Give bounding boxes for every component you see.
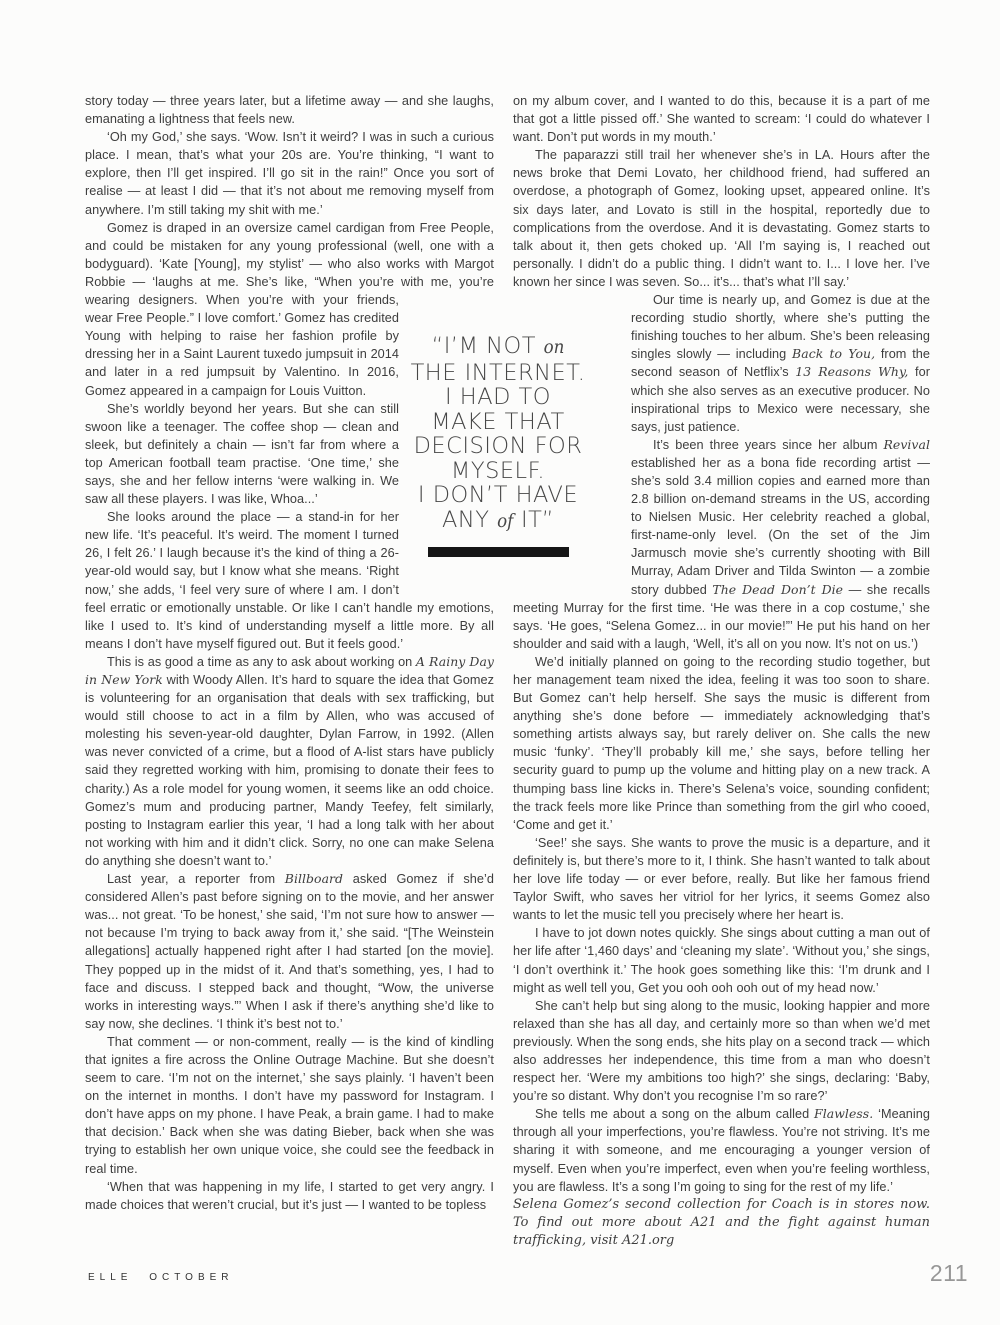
article-paragraph: Gomez is draped in an oversize camel cardigan from Free People, and could be mistaken for any young professional (well, one with a bodyguard). ‘Kate [Young], my stylist’ — who also works with Margot Robbie — ‘laughs at me. She’s like, “When you’re with me, you’re wearing designers. When you’re with your friends, wear Free People.” I love comfort.’ Gomez has credited Young with helping to raise her fashion profile by dressing her in a Saint Laurent tuxedo jumpsuit in 2014 and later in a red jumpsuit by Valentino. In 2016, Gomez appeared in a campaign for Louis Vuitton. [85, 219, 494, 400]
pull-quote-line: “I’M NOT on [431, 333, 565, 359]
article-paragraph: We’d initially planned on going to the recording studio together, but her management team nixed the idea, feeling it was too soon to share. But Gomez can’t help herself. She says the music is different from anything she’s done before — immediately acknowledging that’s something artists always say, but rarely deliver on. She calls the new music ‘funky’. ‘They’ll probably kill me,’ she says, before telling her security guard to pump up the volume and hitting play on a new track. A thumping bass line kicks in. There’s Selena’s voice, sounding confident; the track feels more like Prince than something from the girl who cooed, ‘Come and get it.’ [513, 654, 930, 832]
article-paragraph: The paparazzi still trail her whenever she’s in LA. Hours after the news broke that Demi Lovato, her childhood friend, had suffered an overdose, a photograph of Gomez, looking upset, appeared online. It’s six days later, and Lovato is still in the hospital, reportedly due to complications from the overdose. And it is devastating. Gomez starts to talk about it, then gets choked up. ‘All I’m saying is, I reached out personally. I didn’t do a public thing. I didn’t want to. I... I love her. I’ve known her since I was seven. So... it’s... that’s what I’ll say.’ [513, 148, 930, 289]
article-paragraph: She can’t help but sing along to the music, looking happier and more relaxed than she has all day, and certainly more so than when we’d met previously. When the song ends, she hits play on a second track — which also addresses her independence, this time from a man who doesn’t respect her. ‘Were my ambitions too high?’ she sings, declaring: ‘Baby, you’re so distant. Why don’t you recognise I’m so rare?’ [513, 998, 930, 1104]
article-paragraph: on my album cover, and I wanted to do this, because it is a part of me that got a little pissed off.’ She wanted to scream: ‘I could do whatever I want. Don’t put words in my mouth.’ [513, 94, 930, 145]
pull-quote-italic-word: of [497, 510, 514, 532]
article-paragraph: She’s worldly beyond her years. But she can still swoon like a teenager. The coffee shop — clean and sleek, but definitely a chain — isn’t far from where a top American football team practise. ‘One time,’ she says, she and her fellow interns ‘were walking in. We saw all these players. I was like, Whoa...’ [85, 401, 399, 507]
article-paragraph: I have to jot down notes quickly. She sings about cutting a man out of her life after ‘1,460 days’ and ‘cleaning my slate’. ‘Without you,’ she sings, ‘I don’t overthink it.’ The hook goes something like this: ‘I’m drunk and I might as well tell you, Get you ooh ooh ooh out of my head now.’ [513, 926, 930, 995]
pull-quote-line: I HAD TO [444, 384, 552, 410]
article-paragraph: This is as good a time as any to ask about working on A Rainy Day in New York with Woody Allen. It’s hard to square the idea that Gomez is volunteering for an organisation that deals with sex trafficking, but would still choose to act in a film by Allen, who was accused of molesting his seven-year-old daughter, Dylan Farrow, in 1992. (Allen was never convicted of a crime, but a flood of A-list stars have publicly said they regretted working with him, promising to donate their fees to charity.) As a role model for young women, it seems like an odd choice. Gomez’s mum and producing partner, Mandy Teefey, felt similarly, posting to Instagram earlier this year, ‘I had a long talk with her about not working with him and it didn’t click. Sorry, no one can make Selena do anything she doesn’t want to.’ [85, 653, 494, 868]
pull-quote-line: DECISION FOR [413, 433, 583, 459]
pull-quote-wrap-spacer [513, 291, 631, 581]
article-paragraph: It’s been three years since her album Revival established her as a bona fide recording artist — she’s sold 3.4 million copies and earned more than 2.8 billion on-demand streams in the US, according to Nielsen Music. Her celebrity reached a global, first-name-only level. (On the set of the Jim Jarmusch movie she’s currently shooting with Bill Murray, Adam Driver and Tilda Swinton — a zombie story dubbed The Dead Don’t Die — she recalls meeting Murray for the first time. ‘He was there in a cop costume,’ she says. ‘He goes, “Selena Gomez... in our movie!”’ He put his hand on her shoulder and said with a laugh, ‘Well, it’s all on you now. It’s not on us.’) [513, 436, 930, 651]
article-paragraph: ‘See!’ she says. She wants to prove the music is a departure, and it definitely is, but there’s more to it, I think. She hasn’t wanted to talk about her love life today — or ever before, really. But like her famous friend Taylor Swift, who saves her vitriol for her lyrics, it seems Gomez also wants to let the music tell you precisely where her heart is. [513, 835, 930, 923]
article-column-left [85, 92, 494, 1264]
article-credit-line: Selena Gomez’s second collection for Coach is in stores now. To find out more about A21 and the fight against human trafficking, visit A21.org [513, 1196, 930, 1248]
article-paragraph: That comment — or non-comment, really — is the kind of kindling that ignites a fire across the Online Outrage Machine. But she doesn’t seem to care. ‘I’m not on the internet,’ she says plainly. ‘I haven’t been on the internet in months. I don’t have my password for Instagram. I don’t have apps on my phone. I have Peak, a brain game. I had to make that decision.’ Back when she was dating Bieber, back when she was trying to establish her own unique voice, she could see the feedback in real time. [85, 1034, 494, 1176]
italic-title-text: Billboard [284, 871, 344, 887]
italic-title-text: The Dead Don’t Die [712, 581, 844, 597]
article-paragraph: ‘When that was happening in my life, I started to get very angry. I made choices that weren’t crucial, but it’s just — I wanted to be topless [85, 1179, 494, 1212]
article-paragraph: Last year, a reporter from Billboard asked Gomez if she’d considered Allen’s past before signing on to the movie, and her answer was... not great. ‘To be honest,’ she said, ‘I’m not sure how to answer — not because I’m trying to back away from it,’ she said. “[The Weinstein allegations] actually happened right after I had started [on the movie]. They popped up in the midst of it. And that’s something, yes, I had to face and discuss. I stepped back and thought, “Wow, the universe works in interesting ways.”’ When I ask if there’s anything she’d like to say now, she declines. ‘I think it’s best not to.’ [85, 871, 494, 1031]
pull-quote-line: MAKE THAT [431, 408, 565, 435]
article-paragraph: She looks around the place — a stand-in for her new life. ‘It’s peaceful. It’s weird. The moment I turned 26, I felt 26.’ I laugh because it’s the kind of thing a 26-year-old would say, but I know what she means. ‘Right now,’ she adds, ‘I feel very sure of where I am. I don’t feel erratic or emotionally unstable. Or like I can’t handle my emotions, like I used to. It’s kind of understanding myself a little more. By all means I don’t have myself figured out. But it feels good.’ [85, 510, 494, 651]
pull-quote-line: THE INTERNET. [410, 359, 586, 386]
italic-title-text: Revival [883, 436, 930, 452]
article-column-right [513, 92, 930, 1264]
article-paragraph: She tells me about a song on the album called Flawless. ‘Meaning through all your imperfections, you’re flawless. You’re not striving. It’s me sharing it with someone, and me encouraging a younger version of myself. Even when you’re imperfect, even when you’re feeling worthless, you are flawless. It’s a song I’m going to sing for the rest of my life.’ [513, 1106, 930, 1194]
italic-title-text: Flawless. [814, 1106, 874, 1122]
pull-quote-italic-word: on [543, 337, 565, 358]
footer-page-number: 211 [929, 1260, 968, 1286]
italic-title-text: A Rainy Day in New York [85, 653, 494, 687]
pull-quote-line: I DON’T HAVE [417, 482, 579, 508]
pull-quote-line: MYSELF. [450, 457, 546, 484]
italic-title-text: 13 Reasons Why, [795, 364, 909, 380]
italic-title-text: Back to You, [792, 346, 876, 362]
article-paragraph: story today — three years later, but a lifetime away — and she laughs, emanating a lightness that feels new. [85, 94, 494, 127]
footer-magazine-label: ELLE OCTOBER [88, 1272, 234, 1283]
article-paragraph: Our time is nearly up, and Gomez is due at the recording studio shortly, where she’s putting the finishing touches to her album. She’s been releasing singles slowly — including Back to You, from the second season of Netflix’s 13 Reasons Why, for which she also serves as an executive producer. No inspirational trips to Mexico were necessary, she says, just patience. [513, 291, 930, 436]
pull-quote-line: ANY of IT” [441, 506, 554, 533]
article-paragraph: ‘Oh my God,’ she says. ‘Wow. Isn’t it weird? I was in such a curious place. I mean, that’s what your 20s are. You’re thinking, “I want to explore, then I’ll get inspired. I’ll go sit in the rain!” Once you sort of realise — at least I did — that it’s not about me removing myself from anywhere. I’m still taking my shit with me.’ [85, 130, 494, 217]
